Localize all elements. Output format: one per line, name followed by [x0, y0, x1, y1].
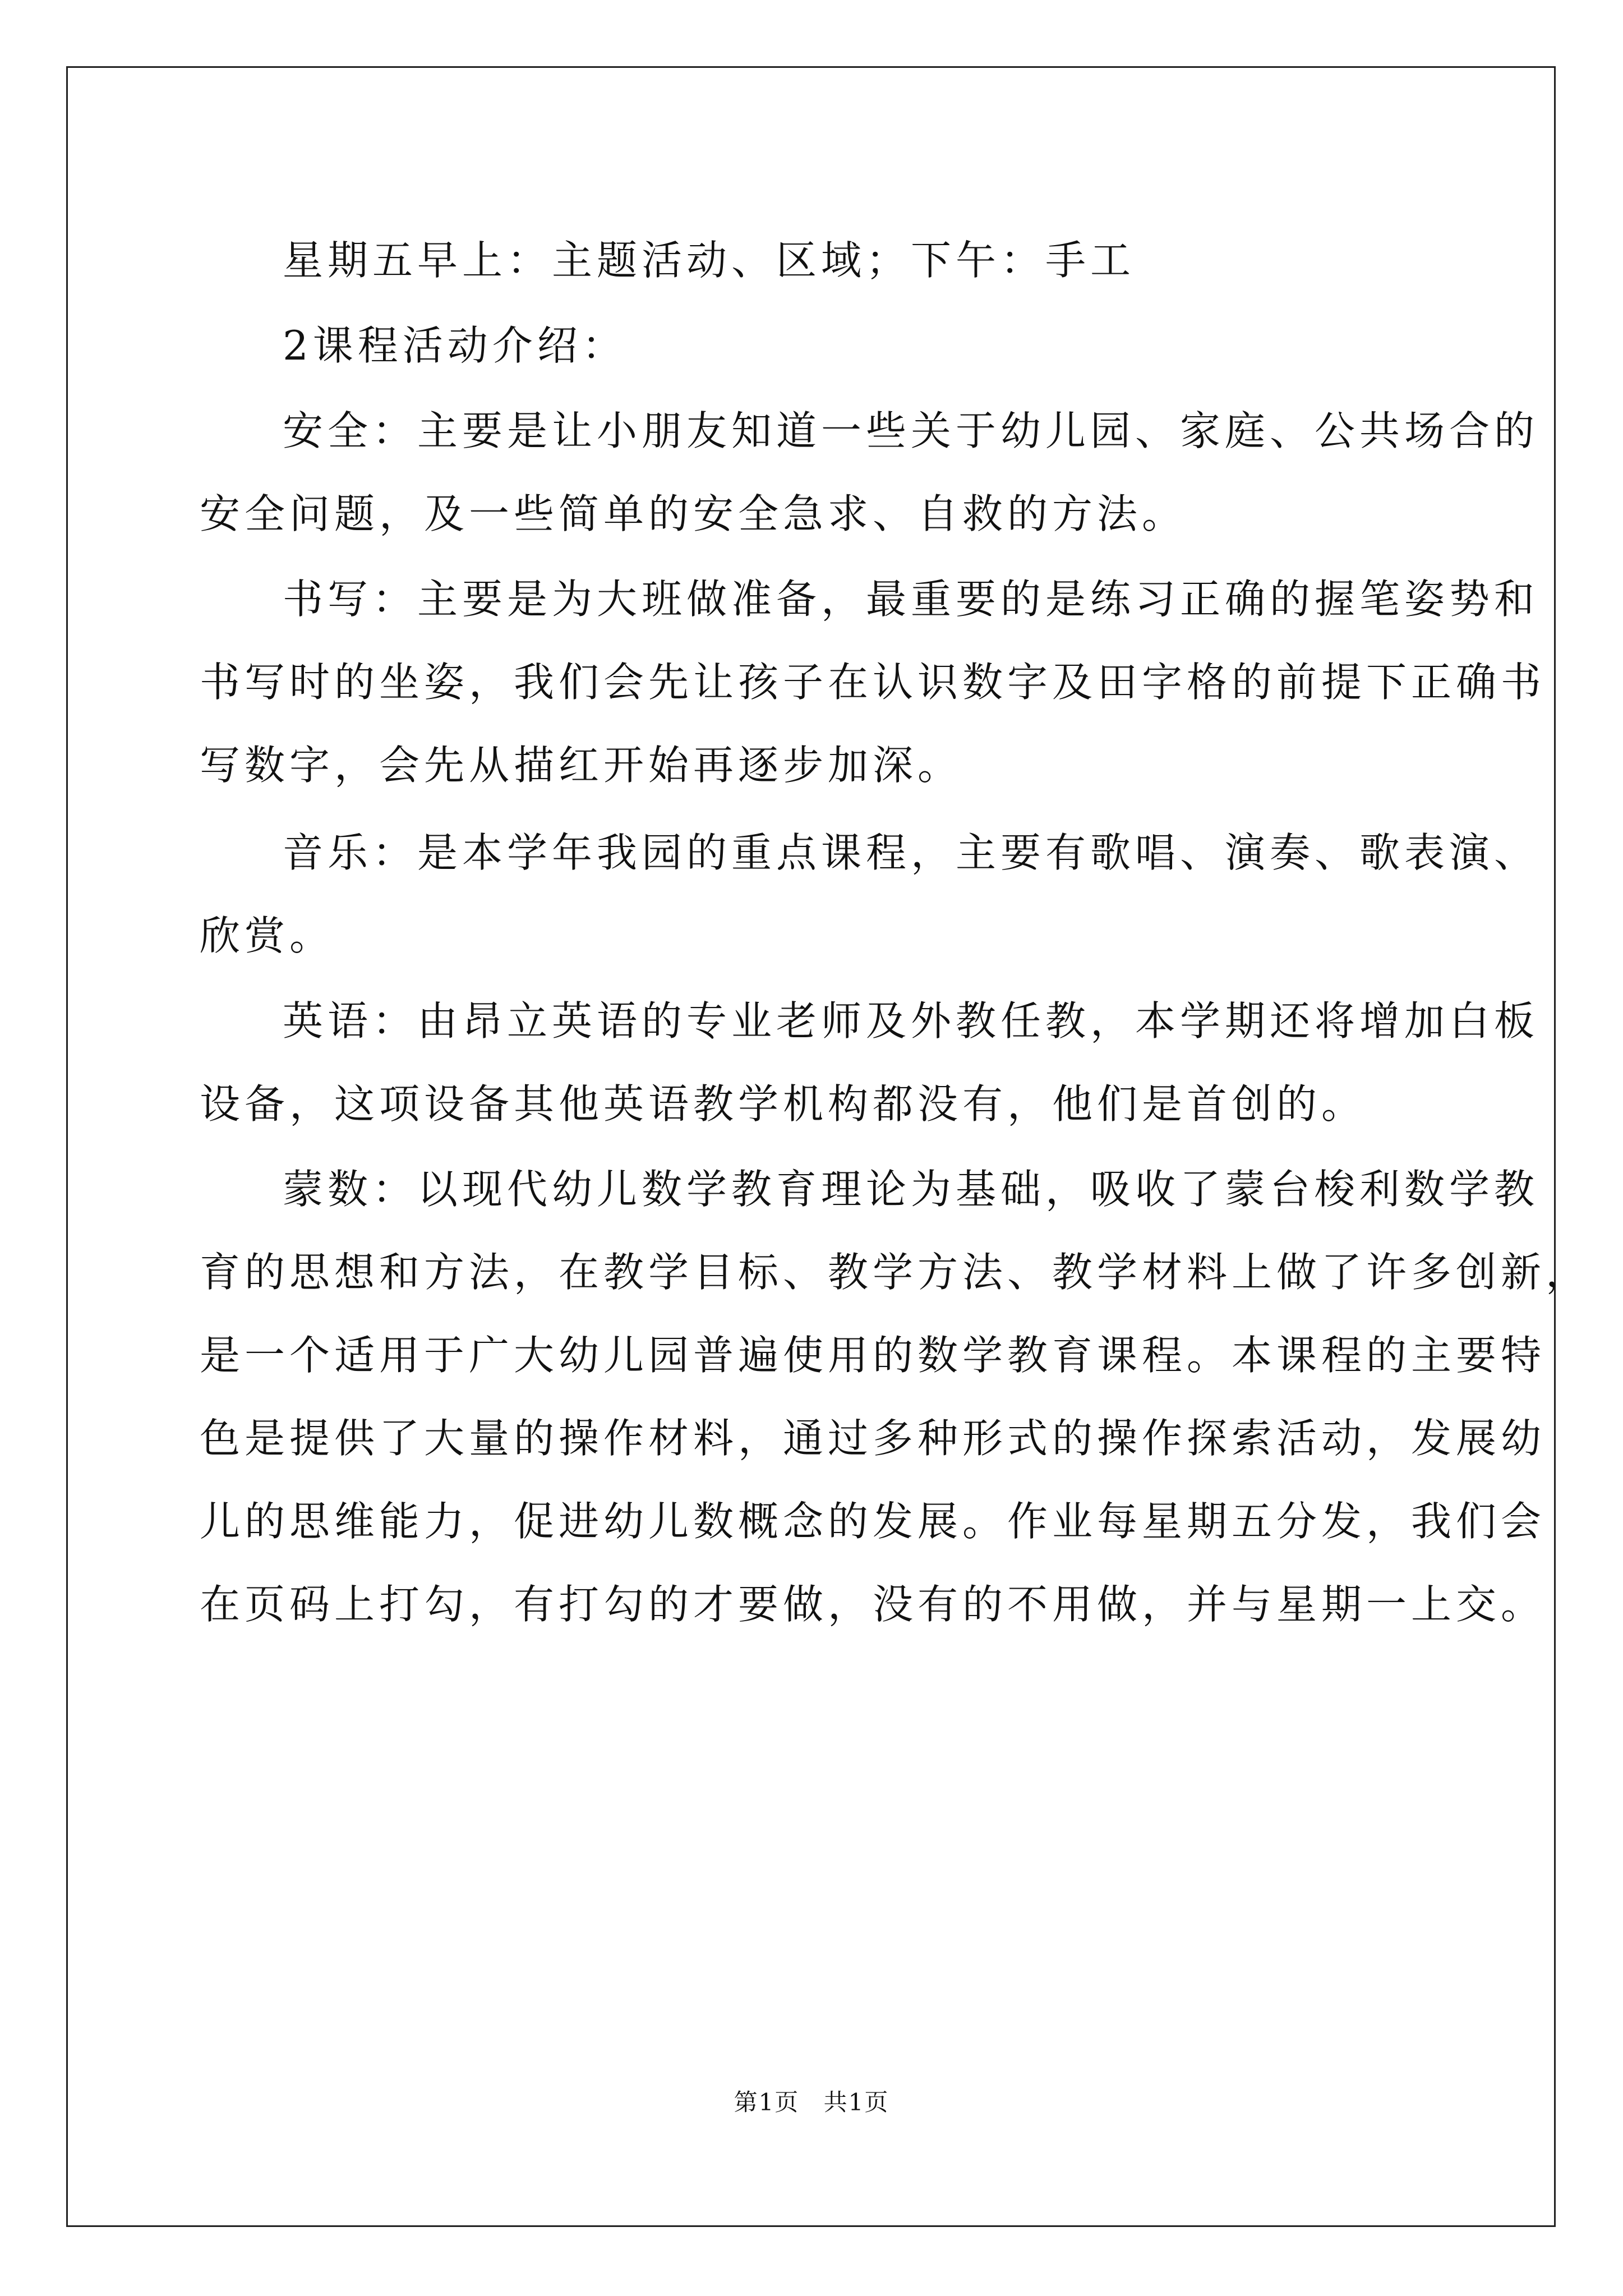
text-line: 是一个适用于广大幼儿园普遍使用的数学教育课程。本课程的主要特 — [200, 1332, 1546, 1379]
text-line: 安全问题，及一些简单的安全急求、自救的方法。 — [200, 490, 1187, 537]
text-line: 色是提供了大量的操作材料，通过多种形式的操作探索活动，发展幼 — [200, 1415, 1546, 1462]
text-line: 儿的思维能力，促进幼儿数概念的发展。作业每星期五分发，我们会 — [200, 1498, 1546, 1545]
page-number: 第1页 — [734, 2088, 800, 2116]
paragraph-safety — [200, 389, 1539, 555]
text-line: 星期五早上：主题活动、区域；下午：手工 — [283, 237, 1136, 284]
page-total: 共1页 — [823, 2088, 889, 2116]
paragraph-writing — [200, 558, 1546, 807]
text-line: 在页码上打勾，有打勾的才要做，没有的不用做，并与星期一上交。 — [200, 1581, 1546, 1628]
text-line: 写数字，会先从描红开始再逐步加深。 — [200, 742, 963, 789]
text-line: 2课程活动介绍： — [283, 322, 627, 369]
text-line: 英语：由昂立英语的专业老师及外教任教，本学期还将增加白板 — [283, 997, 1539, 1045]
text-line: 欣赏。 — [200, 912, 335, 959]
text-line: 书写时的坐姿，我们会先让孩子在认识数字及田字格的前提下正确书 — [200, 659, 1546, 706]
paragraph-schedule-friday — [200, 219, 1135, 302]
text-line: 音乐：是本学年我园的重点课程，主要有歌唱、演奏、歌表演、 — [283, 829, 1539, 876]
paragraph-english — [200, 979, 1539, 1145]
paragraph-section-heading — [200, 304, 627, 387]
paragraph-music — [200, 811, 1539, 977]
paragraph-math — [200, 1148, 1590, 1646]
text-line: 书写：主要是为大班做准备，最重要的是练习正确的握笔姿势和 — [283, 576, 1539, 623]
text-line: 安全：主要是让小朋友知道一些关于幼儿园、家庭、公共场合的 — [283, 407, 1539, 454]
page-footer — [0, 2084, 1623, 2118]
text-line: 蒙数：以现代幼儿数学教育理论为基础，吸收了蒙台梭利数学教 — [283, 1166, 1539, 1213]
text-line: 设备，这项设备其他英语教学机构都没有，他们是首创的。 — [200, 1080, 1367, 1128]
text-line: 育的思想和方法，在教学目标、教学方法、教学材料上做了许多创新， — [200, 1249, 1591, 1296]
